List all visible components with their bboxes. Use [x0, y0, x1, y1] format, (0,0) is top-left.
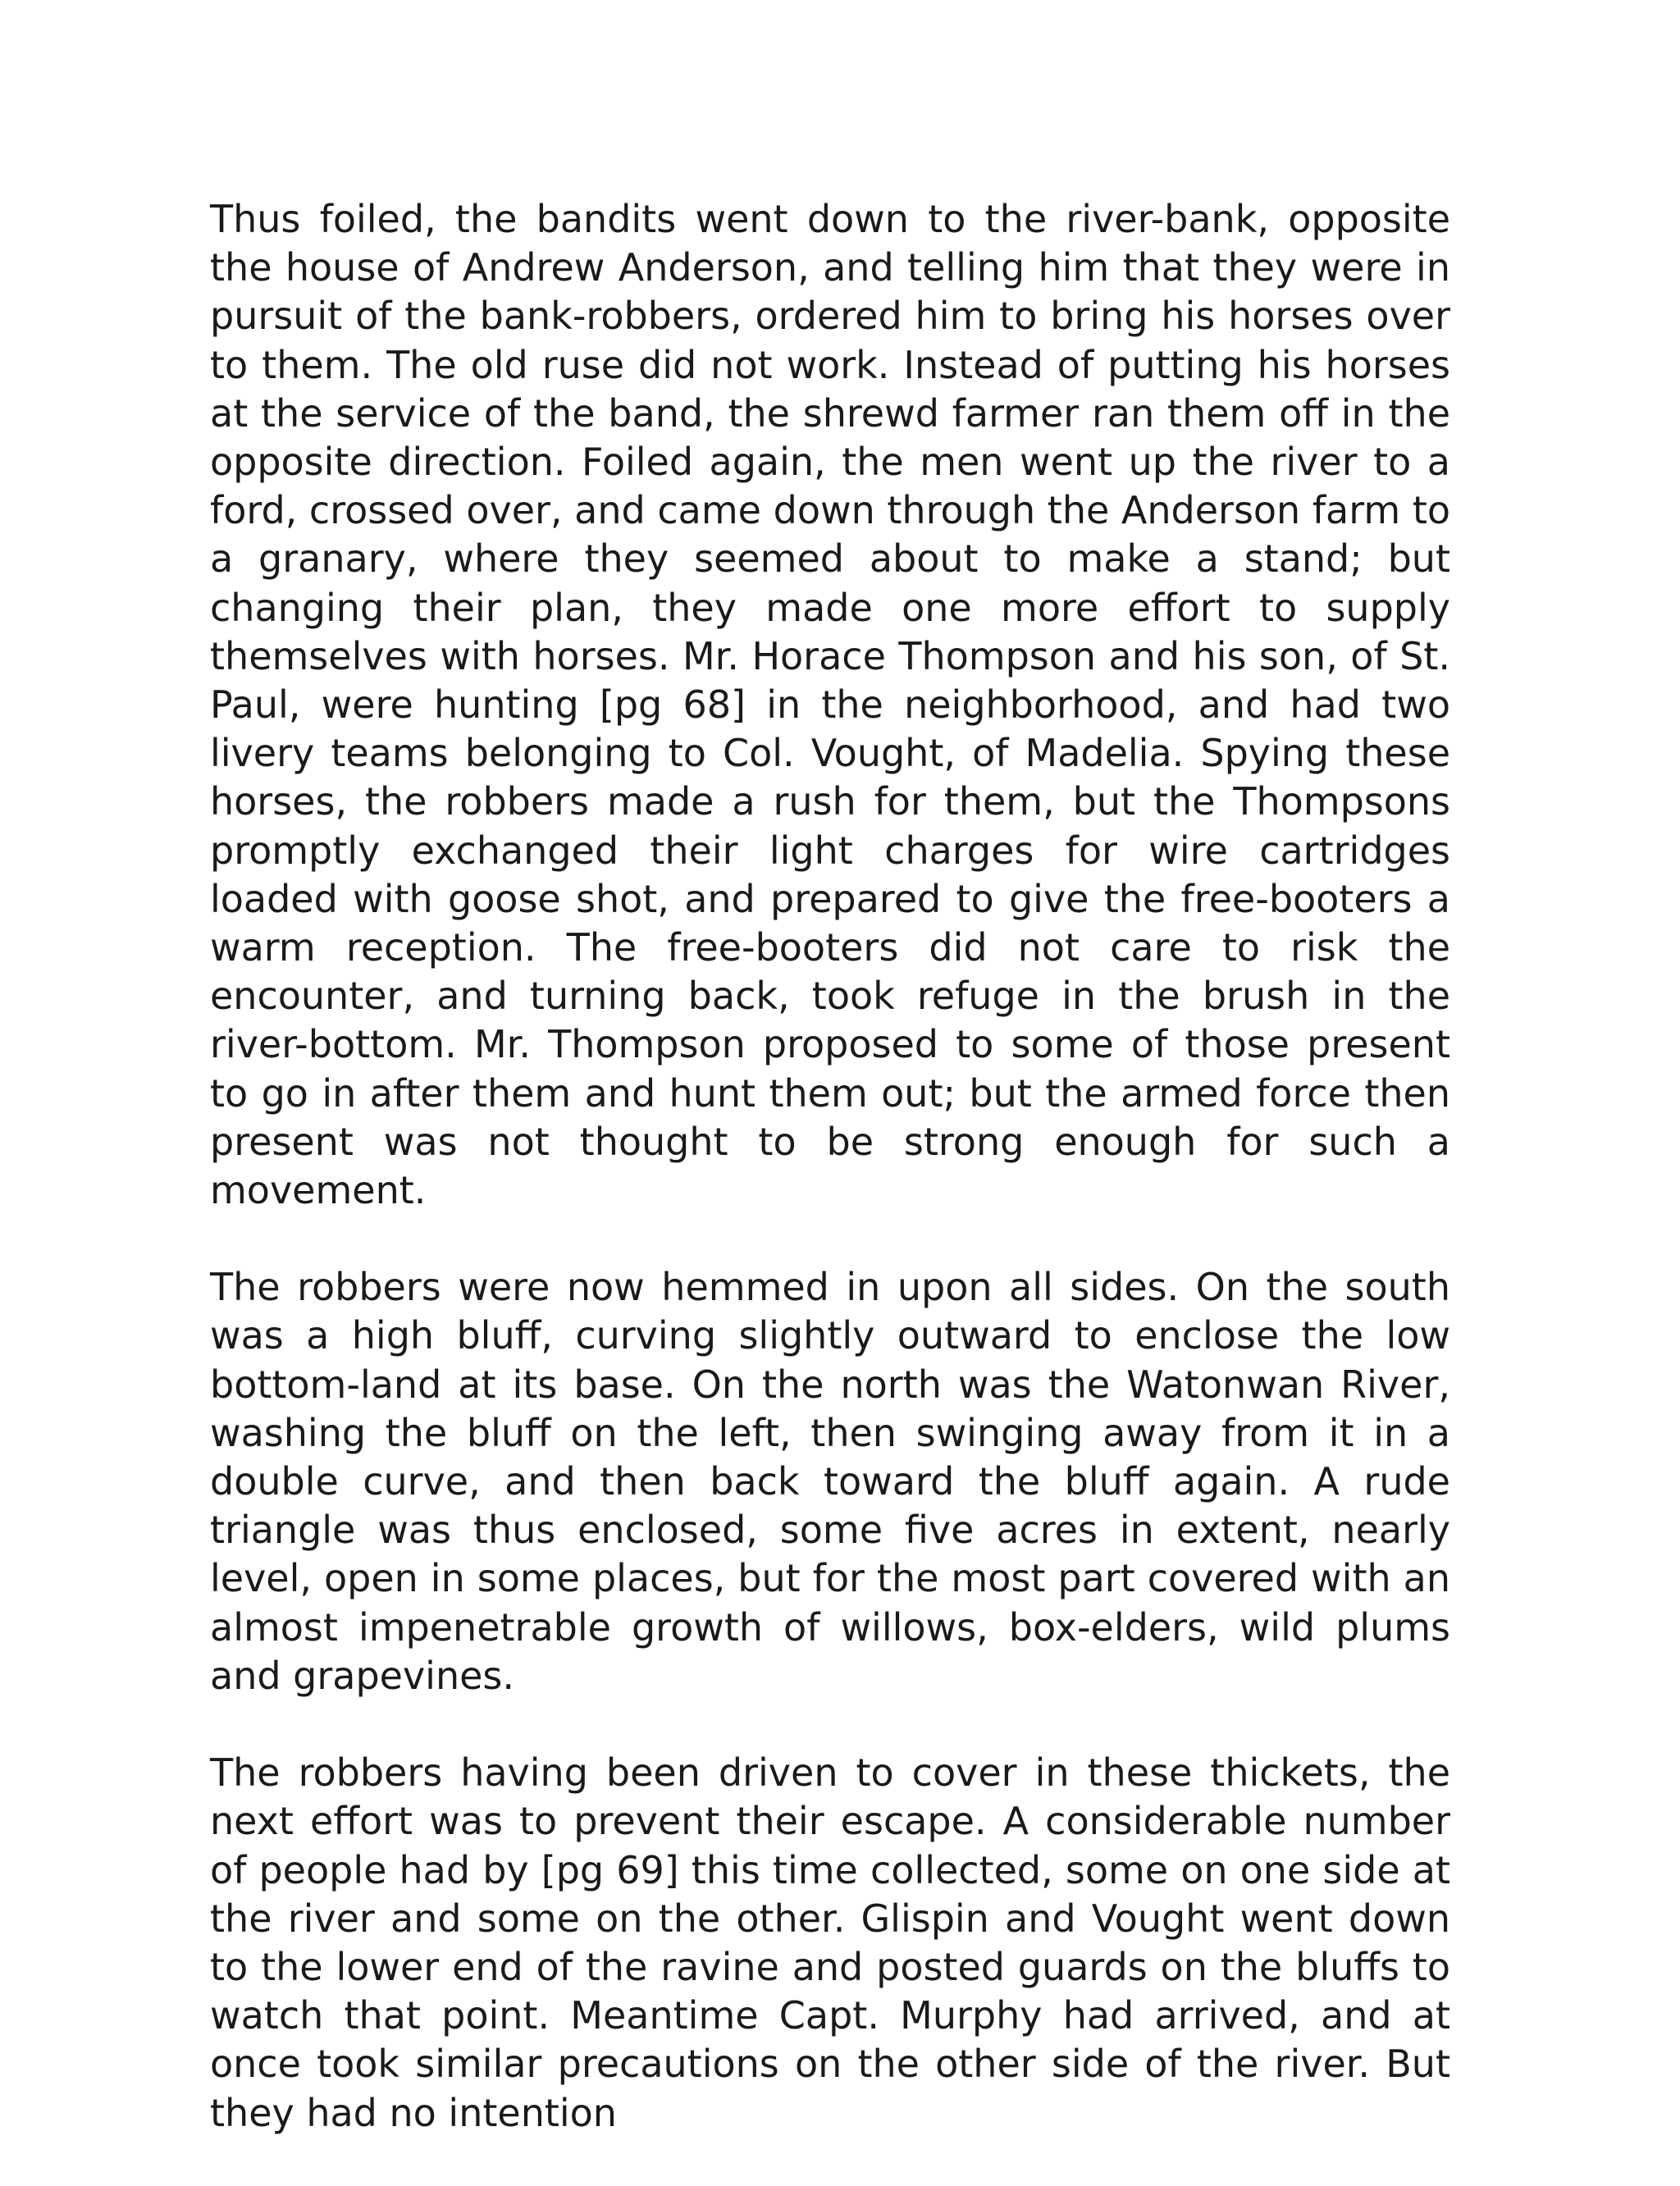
paragraph-pursuit: Thus foiled, the bandits went down to the river-bank, opposite the house of Andrew Anderson, and telling him that they were in pursuit of the bank-robbers, ordered him to bring his horses over to them. The old ruse did not work. Instead of putting his horses at the service of the band, the shrewd farmer ran them off in the opposite direction. Foiled again, the men went up the river to a ford, crossed over, and came down through the Anderson farm to a granary, where they seemed about to make a stand; but changing their plan, they made one more effort to supply themselves with horses. Mr. Horace Thompson and his son, of St. Paul, were hunting [pg 68] in the neighborhood, and had two livery teams belonging to Col. Vought, of Madelia. Spying these horses, the robbers made a rush for them, but the Thompsons promptly exchanged their light charges for wire cartridges loaded with goose shot, and prepared to give the free-booters a warm reception. The free-booters did not care to risk the encounter, and turning back, took refuge in the brush in the river-bottom. Mr. Thompson proposed to some of those present to go in after them and hunt them out; but the armed force then present was not thought to be strong enough for such a movement.	[210, 197, 1450, 1213]
document-page	[210, 195, 1450, 2186]
paragraph-hemmed-in: The robbers were now hemmed in upon all sides. On the south was a high bluff, curving slightly outward to enclose the low bottom-land at its base. On the north was the Watonwan River, washing the bluff on the left, then swinging away from it in a double curve, and then back toward the bluff again. A rude triangle was thus enclosed, some five acres in extent, nearly level, open in some places, but for the most part covered with an almost impenetrable growth of willows, box-elders, wild plums and grapevines.	[210, 1265, 1450, 1698]
paragraph-prevent-escape: The robbers having been driven to cover in these thickets, the next effort was to prevent their escape. A considerable number of people had by [pg 69] this time collected, some on one side at the river and some on the other. Glispin and Vought went down to the lower end of the ravine and posted guards on the bluffs to watch that point. Meantime Capt. Murphy had arrived, and at once took similar precautions on the other side of the river. But they had no intention	[210, 1750, 1450, 2135]
